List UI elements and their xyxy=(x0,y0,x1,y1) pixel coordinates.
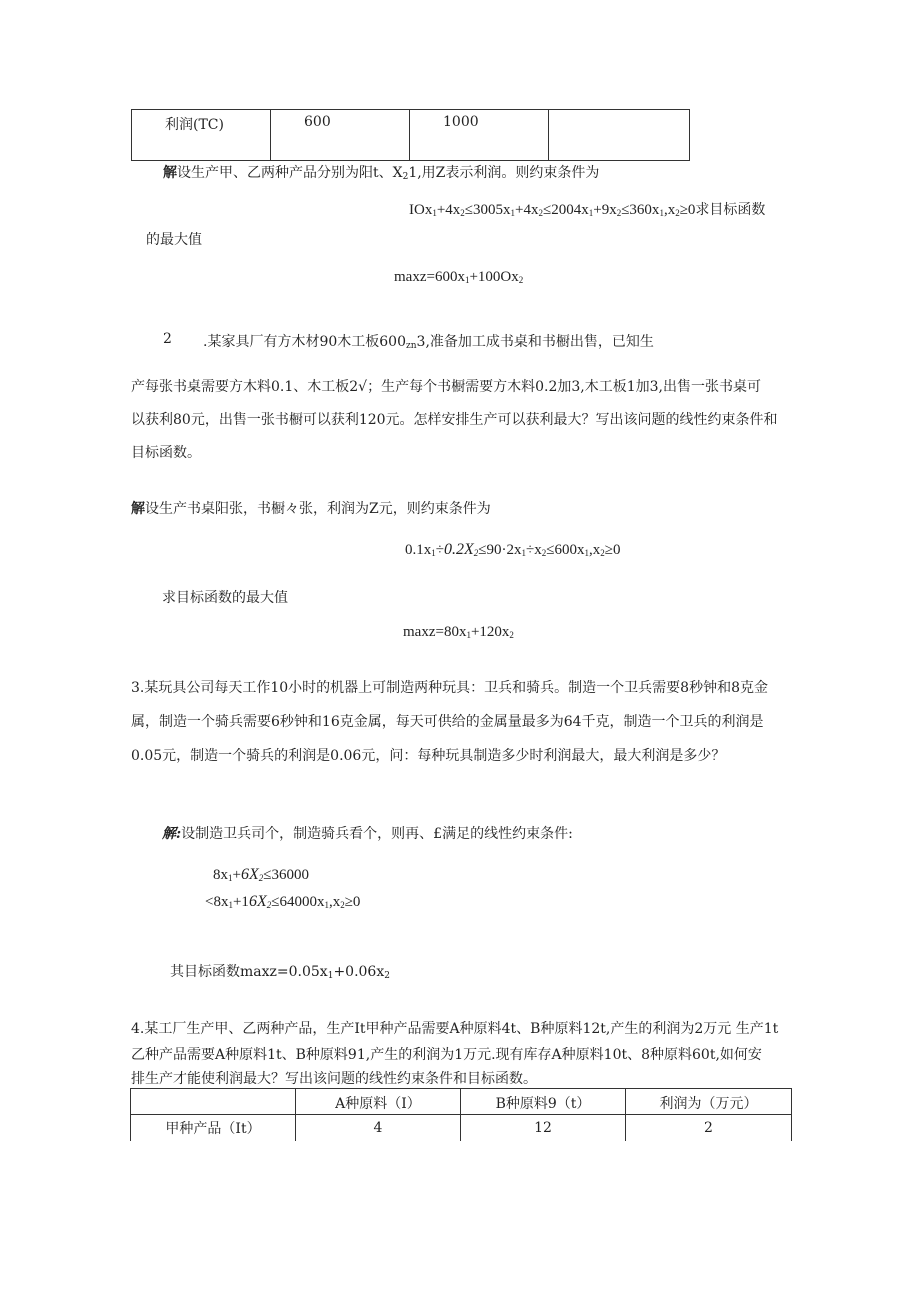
math-text: +120x xyxy=(470,624,510,640)
math-text: ,x xyxy=(663,202,676,218)
table-cell: 1000 xyxy=(410,110,549,161)
math-text: ≤600x xyxy=(546,542,585,558)
p3-solution xyxy=(162,823,573,843)
table-cell: 2 xyxy=(626,1115,792,1142)
math-subscript: 2 xyxy=(518,275,524,285)
math-subscript: 2 xyxy=(473,548,479,558)
table-top xyxy=(131,109,690,161)
table-header-cell xyxy=(131,1089,296,1115)
solution-label: 解 xyxy=(131,501,145,517)
math-text: 0.1x xyxy=(405,542,432,558)
p2-objective xyxy=(403,624,514,641)
math-text: ≤3005x xyxy=(464,202,511,218)
p2-solution xyxy=(131,498,491,518)
p1-objective xyxy=(394,269,523,286)
table-cell xyxy=(549,110,690,161)
solution-text: 设生产书桌阳张，书橱々张，利润为Z元，则约束条件为 xyxy=(145,501,491,517)
math-subscript: 2 xyxy=(509,630,514,640)
math-text: ,x xyxy=(328,894,341,910)
math-subscript: 1 xyxy=(584,548,589,558)
math-text: IOx xyxy=(409,202,433,218)
p3-constraint-2 xyxy=(205,893,360,911)
p3-line2: 属，制造一个骑兵需要6秒钟和16克金属，每天可供给的金属量最多为64千克，制造一个卫兵的利润是 xyxy=(131,714,764,730)
solution-label: 解 xyxy=(163,165,177,181)
solution-text: 设生产甲、乙两种产品分别为阳t、X xyxy=(177,165,403,181)
p3-line3: 0.05元，制造一个骑兵的利润是0.06元，问：每种玩具制造多少时利润最大，最大利润是多少？ xyxy=(131,748,726,764)
math-text: ≥0 xyxy=(679,202,696,218)
math-subscript: 1 xyxy=(659,208,664,218)
math-italic: 6X xyxy=(240,866,259,883)
table-materials xyxy=(130,1088,792,1141)
math-subscript: 1 xyxy=(464,275,470,285)
p3-constraint-1 xyxy=(213,866,309,884)
math-text: +9x xyxy=(593,202,617,218)
table-header-cell: A种原料（I） xyxy=(296,1089,461,1115)
p2-line3: 目标函数。 xyxy=(131,445,201,461)
p4-line3: 排生产才能使利润最大？写出该问题的线性约束条件和目标函数。 xyxy=(131,1071,537,1087)
math-text: 8x xyxy=(213,867,228,883)
math-subscript: 2 xyxy=(675,208,680,218)
table-cell: 4 xyxy=(296,1115,461,1142)
p2-title xyxy=(203,331,654,351)
math-subscript: 1 xyxy=(466,630,471,640)
p2-title-b: 3,准备加工成书桌和书橱出售，已知生 xyxy=(416,334,654,350)
p2-constraints xyxy=(405,541,620,559)
constraints-tail: 求目标函数 xyxy=(695,202,766,218)
table-cell: 600 xyxy=(271,110,410,161)
math-subscript: 1 xyxy=(327,971,334,981)
subscript: 2 xyxy=(402,172,409,182)
math-text: +100Ox xyxy=(469,269,519,285)
p4-line2: 乙种产品需要A种原料1t、B种原料91,产生的利润为1万元.现有库存A种原料10t、8种原料60t,如何安 xyxy=(131,1047,762,1063)
math-subscript: 2 xyxy=(340,900,345,910)
table-header-row xyxy=(131,1089,792,1115)
p2-title-a: .某家具厂有方木材90木工板600 xyxy=(203,334,406,350)
math-text: ≤90·2x xyxy=(478,542,522,558)
math-text: ≤2004x xyxy=(543,202,589,218)
math-text: <8x xyxy=(205,894,229,910)
p4-line1: 4.某工厂生产甲、乙两种产品，生产It甲种产品需要A种原料4t、B种原料12t,产生的利润为2万元 生产1t xyxy=(131,1021,779,1037)
math-subscript: 2 xyxy=(266,900,272,910)
solution-text-tail: 1,用Z表示利润。则约束条件为 xyxy=(408,165,600,181)
math-subscript: 2 xyxy=(384,971,390,981)
p2-line1: 产每张书桌需要方木料0.1、木工板2√；生产每个书橱需要方木料0.2加3,木工板1加3,出售一张书桌可 xyxy=(131,379,761,395)
math-subscript: 1 xyxy=(588,208,594,218)
math-text: ≤64000x xyxy=(271,894,325,910)
math-subscript: 1 xyxy=(510,208,516,218)
math-text: ≥0 xyxy=(344,894,361,910)
math-italic: 6X xyxy=(248,893,267,910)
p2-line2: 以获利80元，出售一张书橱可以获利120元。怎样安排生产可以获利最大？写出该问题的线性约束条件和 xyxy=(131,412,778,428)
table-cell: 甲种产品（It） xyxy=(131,1115,296,1142)
math-text: +1 xyxy=(232,894,249,910)
math-italic: 0.2X xyxy=(443,541,474,558)
math-subscript: 1 xyxy=(521,548,526,558)
math-text: +0.06x xyxy=(333,964,385,980)
p2-number: 2 xyxy=(163,331,172,347)
p1-line2: 的最大值 xyxy=(146,232,202,248)
solution-text: 设制造卫兵司个，制造骑兵看个，则再、£满足的线性约束条件: xyxy=(181,826,573,842)
table-header-cell: 利润为（万元） xyxy=(626,1089,792,1115)
math-text: + xyxy=(232,867,241,883)
table-header-cell: B种原料9（t） xyxy=(461,1089,626,1115)
table-row xyxy=(131,1115,792,1142)
math-subscript: 2 xyxy=(616,208,622,218)
p1-solution-intro xyxy=(163,162,599,182)
math-text: +4x xyxy=(515,202,539,218)
subscript: zn xyxy=(406,341,417,351)
math-text: ≤360x xyxy=(621,202,660,218)
table-cell: 12 xyxy=(461,1115,626,1142)
math-subscript: 2 xyxy=(541,548,547,558)
math-text: 其目标函数maxz=0.05x xyxy=(170,964,328,980)
p1-constraints xyxy=(409,199,765,219)
math-text: maxz=600x xyxy=(394,269,465,285)
math-expression xyxy=(409,202,695,218)
math-subscript: 2 xyxy=(538,208,543,218)
p3-line1: 3.某玩具公司每天工作10小时的机器上可制造两种玩具：卫兵和骑兵。制造一个卫兵需要8秒钟和8克金 xyxy=(131,680,768,696)
math-text: ≤36000 xyxy=(263,867,309,883)
math-subscript: 2 xyxy=(460,208,465,218)
math-text: +4x xyxy=(436,202,461,218)
math-text: ,x xyxy=(588,542,601,558)
math-subscript: 2 xyxy=(600,548,605,558)
math-text: maxz=80x xyxy=(403,624,467,640)
math-subscript: 1 xyxy=(432,208,437,218)
math-subscript: 1 xyxy=(228,873,233,883)
solution-label: 解: xyxy=(162,826,182,842)
math-subscript: 1 xyxy=(228,900,233,910)
math-subscript: 2 xyxy=(258,873,264,883)
p3-objective xyxy=(170,961,390,981)
math-text: ≥0 xyxy=(604,542,621,558)
math-text: ÷ xyxy=(435,542,444,558)
math-text: ÷x xyxy=(526,542,542,558)
p2-objective-label: 求目标函数的最大值 xyxy=(162,590,288,606)
math-subscript: 1 xyxy=(324,900,329,910)
table-row xyxy=(132,110,690,161)
math-subscript: 1 xyxy=(431,548,436,558)
table-cell: 利润(TC) xyxy=(132,110,271,161)
